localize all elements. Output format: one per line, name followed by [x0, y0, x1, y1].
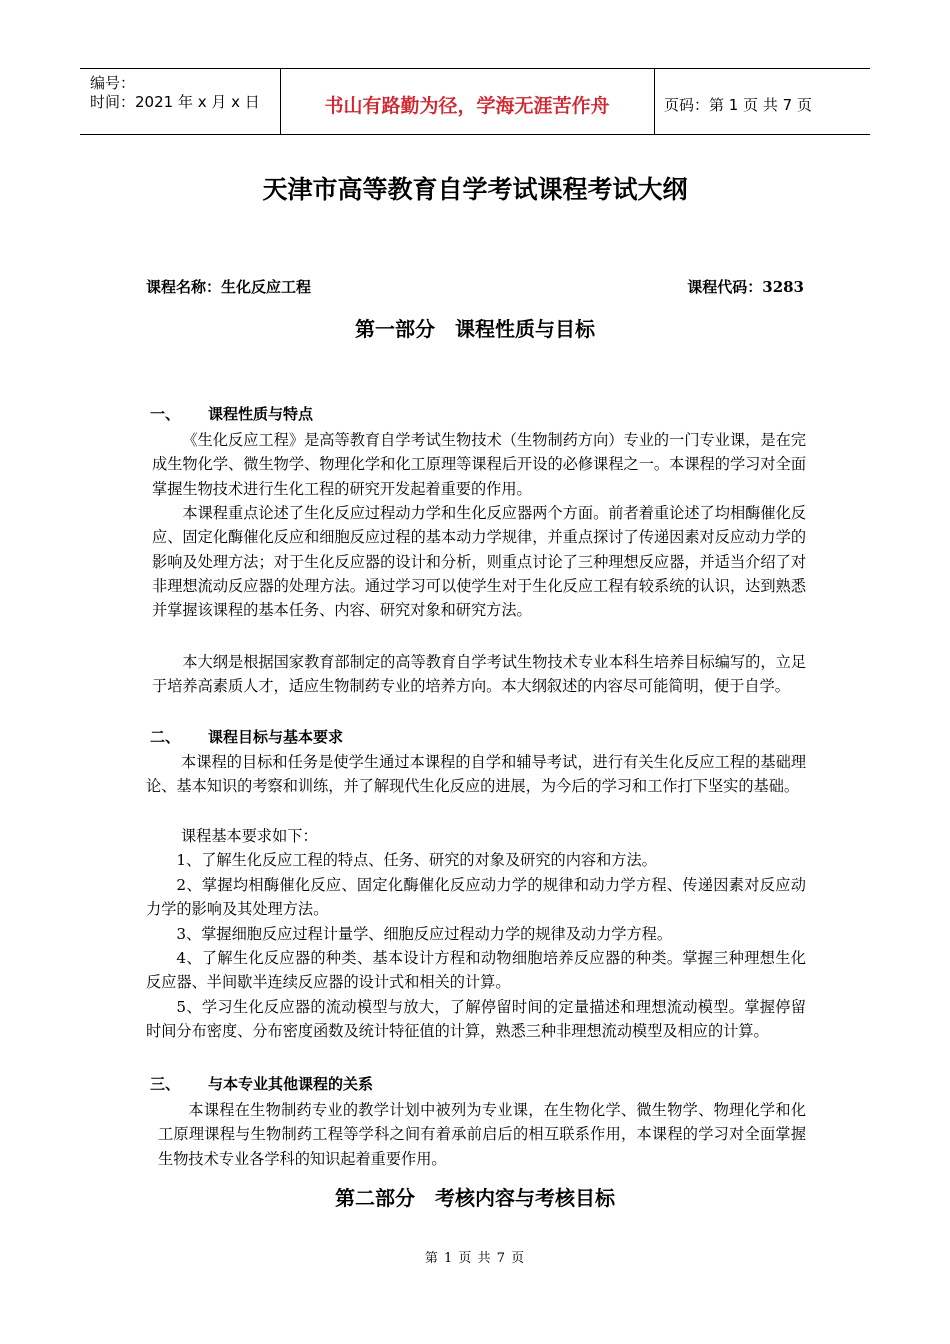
paragraph: 《生化反应工程》是高等教育自学考试生物技术（生物制药方向）专业的一门专业课，是在完成生物化学、微生物学、物理化学和化工原理等课程后开设的必修课程之一。本课程的学习对全面掌握生物技术进行生化工程的研究开发起着重要的作用。	[152, 431, 806, 498]
section-title: 课程性质与特点	[208, 405, 314, 423]
list-item: 3、掌握细胞反应过程计量学、细胞反应过程动力学的规律及动力学方程。	[176, 925, 673, 943]
section-number: 三、	[150, 1075, 181, 1093]
paragraph: 本课程在生物制药专业的教学计划中被列为专业课，在生物化学、微生物学、物理化学和化工原理课程与生物制药工程等学科之间有着承前启后的相互联系作用，本课程的学习对全面掌握生物技术专业各学科的知识起着重要作用。	[158, 1101, 806, 1168]
list-item: 1、了解生化反应工程的特点、任务、研究的对象及研究的内容和方法。	[176, 851, 657, 869]
part-one-title: 第一部分 课程性质与目标	[355, 317, 595, 341]
header-center-cell	[280, 69, 655, 134]
list-item: 5、学习生化反应器的流动模型与放大，了解停留时间的定量描述和理想流动模型。掌握停留时间分布密度、分布密度函数及统计特征值的计算，熟悉三种非理想流动模型及相应的计算。	[146, 998, 806, 1041]
header-right-cell	[654, 69, 870, 134]
section-number: 一、	[150, 405, 181, 423]
course-code: 课程代码：3283	[687, 278, 804, 296]
paragraph: 本大纲是根据国家教育部制定的高等教育自学考试生物技术专业本科生培养目标编写的，立足于培养高素质人才，适应生物制药专业的培养方向。本大纲叙述的内容尽可能简明，便于自学。	[152, 653, 806, 696]
section-title: 课程目标与基本要求	[208, 728, 344, 746]
header-page-label: 页码：第 1 页 共 7 页	[664, 96, 812, 114]
paragraph: 课程基本要求如下：	[180, 827, 318, 845]
course-name: 课程名称：生化反应工程	[146, 278, 312, 296]
paragraph: 本课程的目标和任务是使学生通过本课程的自学和辅导考试，进行有关生化反应工程的基础理论、基本知识的考察和训练，并了解现代生化反应的进展，为今后的学习和工作打下坚实的基础。	[146, 753, 806, 796]
paragraph: 本课程重点论述了生化反应过程动力学和生化反应器两个方面。前者着重论述了均相酶催化反应、固定化酶催化反应和细胞反应过程的基本动力学规律，并重点探讨了传递因素对反应动力学的影响及处理方法；对于生化反应器的设计和分析，则重点讨论了三种理想反应器，并适当介绍了对非理想流动反应器的处理方法。通过学习可以使学生对于生化反应工程有较系统的认识，达到熟悉并掌握该课程的基本任务、内容、研究对象和研究方法。	[152, 504, 806, 620]
document-date-label: 时间：2021 年 x 月 x 日	[90, 93, 260, 111]
part-two-title: 第二部分 考核内容与考核目标	[335, 1186, 615, 1210]
document-title: 天津市高等教育自学考试课程考试大纲	[262, 175, 688, 204]
page-footer: 第 1 页 共 7 页	[424, 1251, 526, 1266]
header-left-cell	[80, 69, 281, 134]
section-title: 与本专业其他课程的关系	[208, 1075, 374, 1093]
section-heading	[150, 1073, 373, 1094]
list-item: 2、掌握均相酶催化反应、固定化酶催化反应动力学的规律和动力学方程、传递因素对反应动力学的影响及其处理方法。	[146, 876, 806, 919]
list-item: 4、了解生化反应器的种类、基本设计方程和动物细胞培养反应器的种类。掌握三种理想生化反应器、半间歇半连续反应器的设计式和相关的计算。	[146, 949, 806, 992]
header-table	[80, 68, 870, 135]
section-heading	[150, 403, 313, 424]
section-heading	[150, 726, 343, 747]
header-motto: 书山有路勤为径，学海无涯苦作舟	[324, 95, 610, 117]
document-number-label: 编号：	[90, 74, 136, 92]
section-number: 二、	[150, 728, 181, 746]
